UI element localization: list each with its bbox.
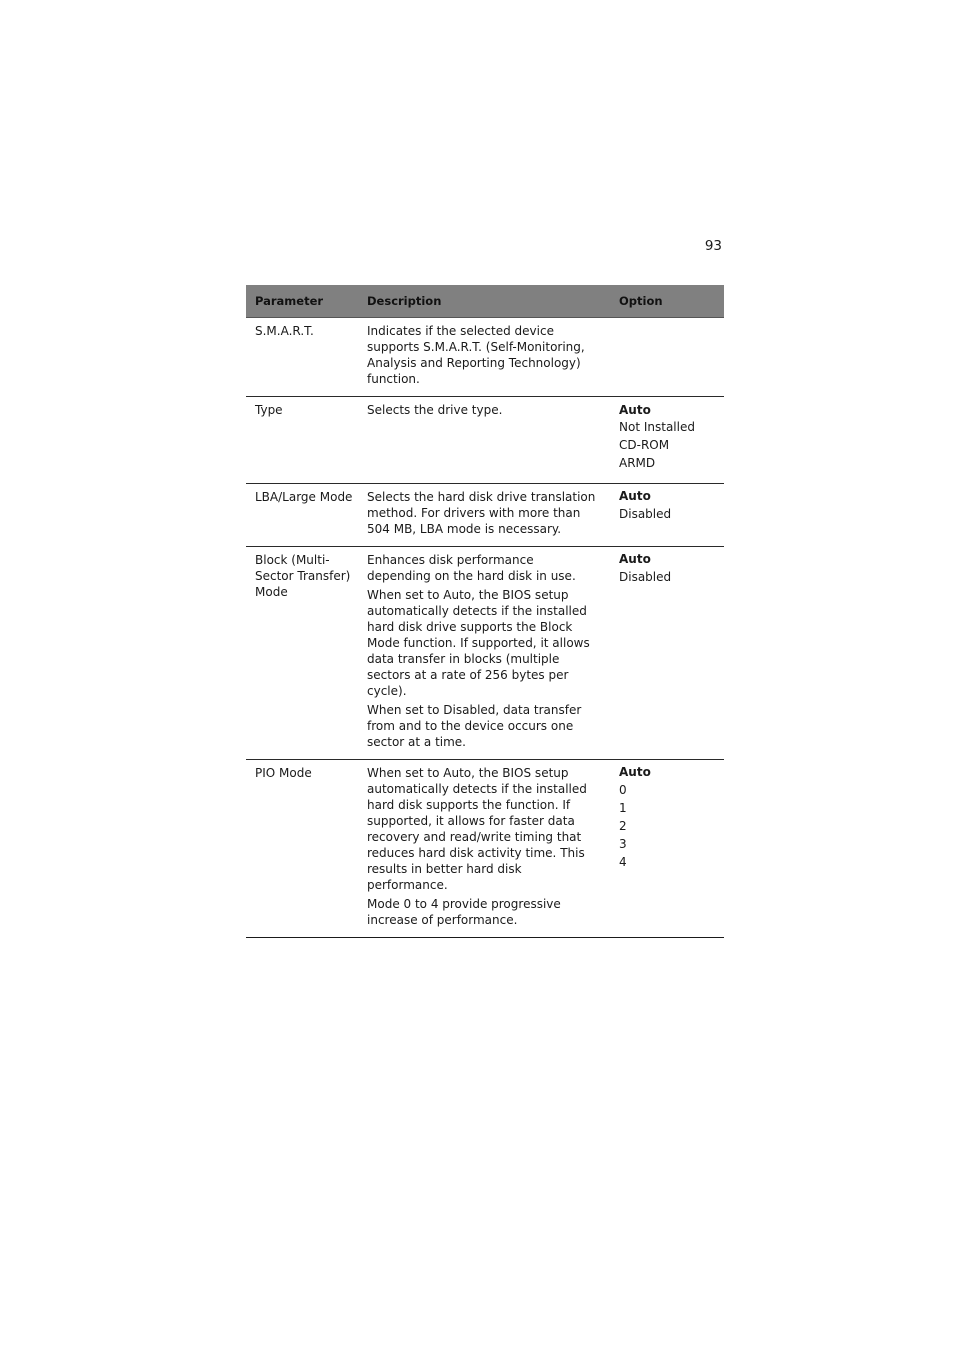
option-item: 0 <box>619 783 627 798</box>
table-row <box>246 759 724 937</box>
param-name: LBA/Large Mode <box>255 489 353 504</box>
option-cell <box>611 483 724 546</box>
option-item: 4 <box>619 854 627 869</box>
table-row <box>246 318 724 397</box>
param-name: PIO Mode <box>255 765 312 780</box>
option-item: 1 <box>619 800 627 815</box>
option-item: CD-ROM <box>619 438 670 453</box>
option-cell <box>611 397 724 484</box>
param-name: Type <box>255 403 283 417</box>
description-cell <box>358 546 611 759</box>
option-item: ARMD <box>619 456 656 471</box>
param-cell <box>246 546 358 759</box>
option-cell <box>611 759 724 937</box>
option-default: Auto <box>619 765 651 780</box>
description-text: Indicates if the selected device supports S.M.A.R.T. (Self-Monitoring, Analysis and Reporting Technology) function. <box>367 324 585 386</box>
description-text: Mode 0 to 4 provide progressive increase of performance. <box>367 896 561 927</box>
bios-parameter-table <box>246 285 724 938</box>
description-cell <box>358 397 611 484</box>
option-cell <box>611 318 724 397</box>
option-default: Auto <box>619 402 651 417</box>
param-cell <box>246 759 358 937</box>
option-item: 3 <box>619 836 627 851</box>
option-item: 2 <box>619 818 627 833</box>
description-cell <box>358 318 611 397</box>
description-text: Selects the hard disk drive translation method. For drivers with more than 504 MB, LBA mode is necessary. <box>367 489 596 536</box>
header-description: Description <box>358 285 611 318</box>
param-name: S.M.A.R.T. <box>255 324 314 338</box>
option-cell <box>611 546 724 759</box>
param-cell <box>246 483 358 546</box>
description-text: When set to Auto, the BIOS setup automatically detects if the installed hard disk supports the function. If supported, it allows for faster data recovery and read/write timing that reduces hard disk activity time. This results in better hard disk performance. <box>367 765 587 892</box>
table-header-row <box>246 285 724 318</box>
option-default: Auto <box>619 552 651 567</box>
option-item: Disabled <box>619 570 672 585</box>
table-row <box>246 397 724 484</box>
param-cell <box>246 318 358 397</box>
option-item: Disabled <box>619 507 672 522</box>
table-row <box>246 483 724 546</box>
param-name: Block (Multi-Sector Transfer) Mode <box>255 552 351 599</box>
description-text: When set to Disabled, data transfer from and to the device occurs one sector at a time. <box>367 702 582 749</box>
description-text: When set to Auto, the BIOS setup automatically detects if the installed hard disk drive supports the Block Mode function. If supported, it allows data transfer in blocks (multiple sectors at a rate of 256 bytes per cycle). <box>367 587 590 698</box>
description-cell <box>358 483 611 546</box>
option-default: Auto <box>619 489 651 504</box>
table-row <box>246 546 724 759</box>
description-text: Selects the drive type. <box>367 403 503 417</box>
page-number: 93 <box>704 238 722 254</box>
header-parameter: Parameter <box>246 285 358 318</box>
header-option: Option <box>611 285 724 318</box>
option-item: Not Installed <box>619 420 695 435</box>
description-text: Enhances disk performance depending on the hard disk in use. <box>367 552 576 583</box>
description-cell <box>358 759 611 937</box>
param-cell <box>246 397 358 484</box>
